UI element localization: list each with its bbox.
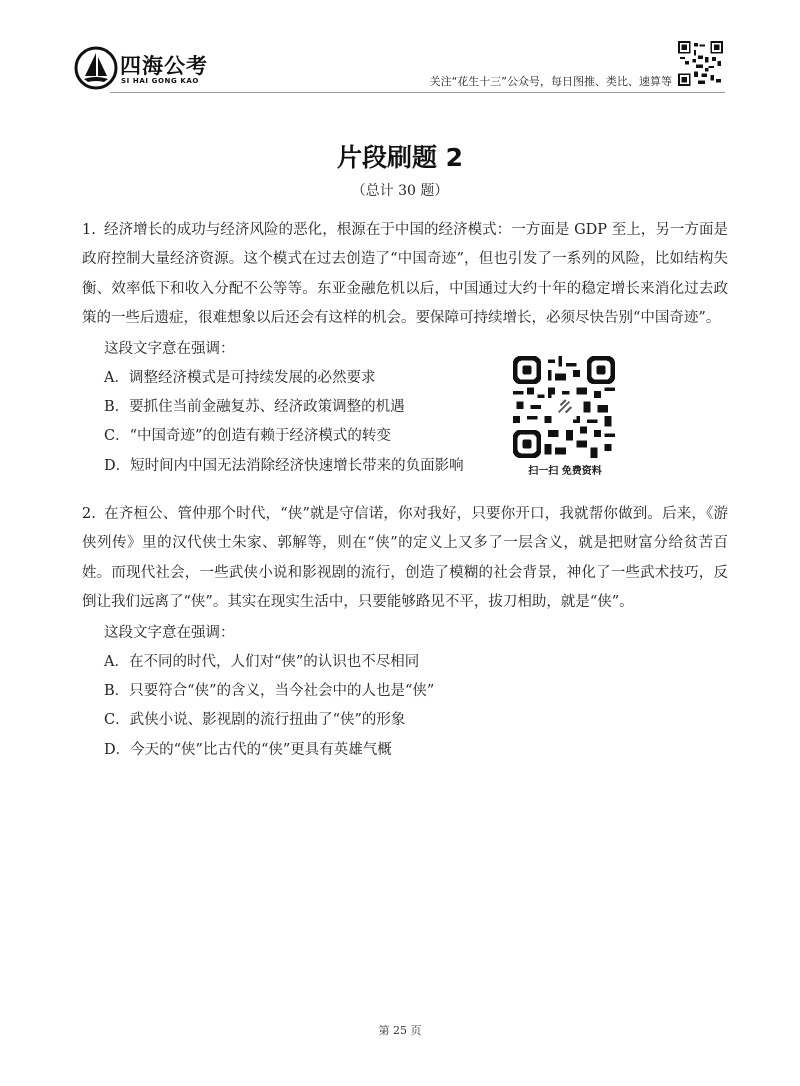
header-qr-code-icon[interactable] <box>678 41 723 86</box>
option-b: B．只要符合“侠”的含义，当今社会中的人也是“侠” <box>104 683 435 700</box>
question-text: 在齐桓公、管仲那个时代，“侠”就是守信诺，你对我好，只要你开口，我就帮你做到。后来，《游侠列传》里的汉代侠士朱家、郭解等，则在“侠”的定义上又多了一层含义，就是把财富分给贫苦百姓。而现代社会，一些武侠小说和影视剧的流行，创造了模糊的社会背景，神化了一些武术技巧，反倒让我们远离了“侠”。其实在现实生活中，只要能够路见不平，拔刀相助，就是“侠”。 <box>82 506 728 611</box>
option-a: A．调整经济模式是可持续发展的必然要求 <box>104 369 376 386</box>
header-divider <box>110 92 725 93</box>
page-title: 片段刷题 2 <box>336 143 464 172</box>
qr-caption: 扫一扫 免费资料 <box>528 466 602 477</box>
option-a: A．在不同的时代，人们对“侠”的认识也不尽相同 <box>104 653 420 670</box>
question-prompt: 这段文字意在强调： <box>104 624 235 641</box>
question-1 <box>82 216 728 481</box>
question-stem <box>82 500 728 618</box>
page-subtitle: （总计 30 题） <box>351 183 449 199</box>
option-c: C．“中国奇迹”的创造有赖于经济模式的转变 <box>104 428 391 445</box>
question-stem <box>82 216 728 334</box>
option-c: C．武侠小说、影视剧的流行扭曲了“侠”的形象 <box>104 712 406 729</box>
logo-text-cn: 四海公考 <box>120 54 208 78</box>
option-d: D．短时间内中国无法消除经济快速增长带来的负面影响 <box>104 457 464 474</box>
qr-code-icon[interactable] <box>513 356 615 458</box>
option-d: D．今天的“侠”比古代的“侠”更具有英雄气概 <box>104 741 392 758</box>
question-prompt: 这段文字意在强调： <box>104 340 235 357</box>
option-b: B．要抓住当前金融复苏、经济政策调整的机遇 <box>104 399 405 416</box>
free-materials-qr[interactable] <box>513 356 617 477</box>
brand-logo <box>74 46 254 90</box>
question-number: 2. <box>82 506 96 522</box>
question-text: 经济增长的成功与经济风险的恶化，根源在于中国的经济模式：一方面是 GDP 至上，另一方面是政府控制大量经济资源。这个模式在过去创造了“中国奇迹”，但也引发了一系列的风险，比如结构失衡、效率低下和收入分配不公等等。东亚金融危机以后，中国通过大约十年的稳定增长来消化过去政策的一些后遗症，很难想象以后还会有这样的机会。要保障可持续增长，必须尽快告别“中国奇迹”。 <box>82 222 728 327</box>
question-2 <box>82 500 728 765</box>
sailboat-logo-icon <box>74 46 118 90</box>
page-header <box>0 0 800 100</box>
logo-text-en: SI HAI GONG KAO <box>121 77 199 85</box>
question-number: 1. <box>82 222 96 238</box>
header-promo-text: 关注“花生十三”公众号，每日图推、类比、速算等 <box>429 75 672 88</box>
page-number: 第 25 页 <box>378 1024 422 1037</box>
